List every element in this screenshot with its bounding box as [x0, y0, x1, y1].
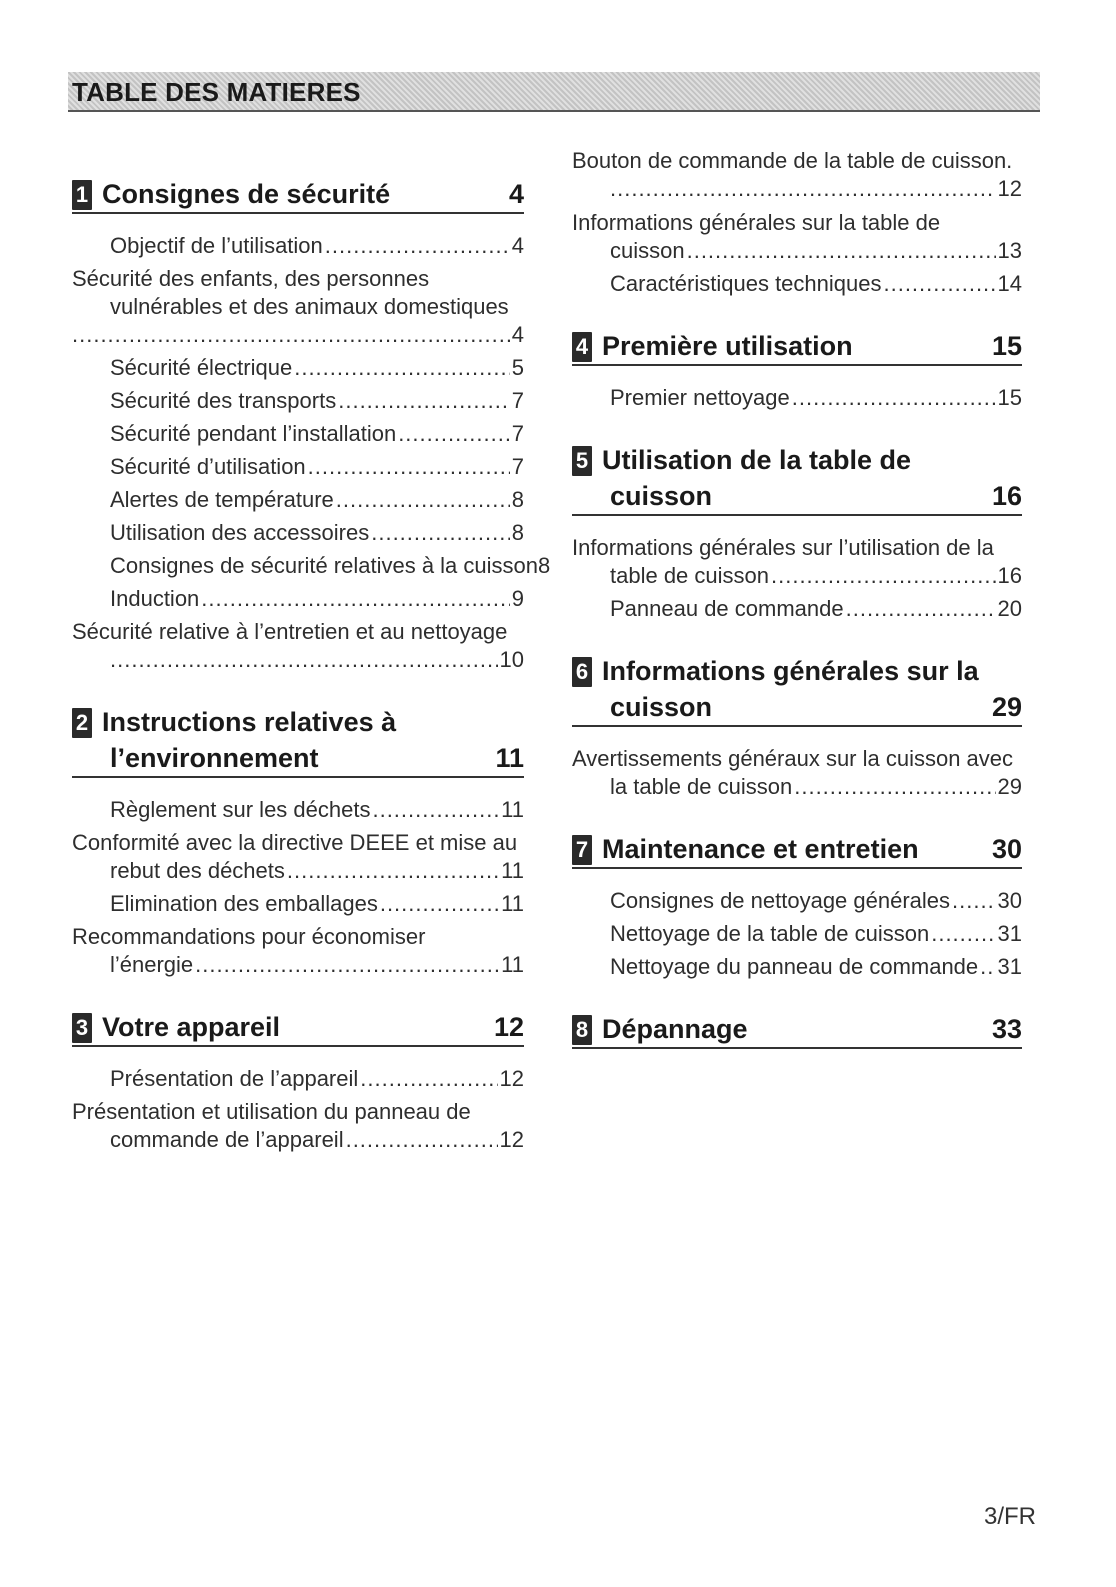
- section-3-heading[interactable]: [72, 1009, 524, 1047]
- toc-entry[interactable]: Bouton de commande de la table de cuisson. ..... 12: [572, 147, 1022, 203]
- toc-entry[interactable]: Sécurité relative à l’entretien et au nettoyage ..... 10: [72, 618, 524, 674]
- section-7-heading[interactable]: [572, 831, 1022, 869]
- toc-entry[interactable]: Nettoyage du panneau de commande ..... 31: [572, 953, 1022, 981]
- section-8-page: 33: [991, 1014, 1022, 1044]
- toc-entry[interactable]: Présentation de l’appareil ..... 12: [72, 1065, 524, 1093]
- section-4-number: 4: [572, 332, 592, 362]
- toc-entry[interactable]: Utilisation des accessoires ..... 8: [72, 519, 524, 547]
- toc-entry[interactable]: Informations générales sur l’utilisation de la table de cuisson ..... 16: [572, 534, 1022, 590]
- section-2-heading[interactable]: [72, 704, 524, 778]
- section-2-title-line2: l’environnement: [110, 743, 319, 773]
- toc-entry[interactable]: Induction ..... 9: [72, 585, 524, 613]
- toc-right-column: [572, 147, 1028, 1049]
- toc-entry[interactable]: Consignes de nettoyage générales ..... 30: [572, 887, 1022, 915]
- section-8-heading[interactable]: [572, 1011, 1022, 1049]
- toc-title-bar: [68, 72, 1040, 112]
- toc-entry[interactable]: Sécurité des transports ..... 7: [72, 387, 524, 415]
- section-8-title: Dépannage: [602, 1014, 748, 1044]
- section-5-title-line2: cuisson: [610, 481, 713, 511]
- section-5-title-line1: Utilisation de la table de: [602, 445, 912, 475]
- section-2-number: 2: [72, 708, 92, 738]
- toc-entry[interactable]: Sécurité pendant l’installation ..... 7: [72, 420, 524, 448]
- section-7-number: 7: [572, 835, 592, 865]
- toc-entry[interactable]: Nettoyage de la table de cuisson ..... 31: [572, 920, 1022, 948]
- section-3-title: Votre appareil: [102, 1012, 281, 1042]
- toc-entry[interactable]: Sécurité électrique ..... 5: [72, 354, 524, 382]
- section-8-number: 8: [572, 1015, 592, 1045]
- section-4-heading[interactable]: [572, 328, 1022, 366]
- section-2-title-line1: Instructions relatives à: [102, 707, 397, 737]
- toc-entry[interactable]: Objectif de l’utilisation ..... 4: [72, 232, 524, 260]
- section-3-number: 3: [72, 1013, 92, 1043]
- toc-entry[interactable]: Sécurité d’utilisation ..... 7: [72, 453, 524, 481]
- toc-entry[interactable]: Panneau de commande ..... 20: [572, 595, 1022, 623]
- toc-entry[interactable]: Alertes de température ..... 8: [72, 486, 524, 514]
- toc-entry[interactable]: Présentation et utilisation du panneau de commande de l’appareil ..... 12: [72, 1098, 524, 1154]
- section-7-title: Maintenance et entretien: [602, 834, 919, 864]
- section-6-heading[interactable]: [572, 653, 1022, 727]
- page-number: 3/FR: [983, 1503, 1036, 1530]
- section-6-number: 6: [572, 657, 592, 687]
- section-6-title-line2: cuisson: [610, 692, 713, 722]
- toc-entry[interactable]: Recommandations pour économiser l’énergie ..... 11: [72, 923, 524, 979]
- section-1-heading[interactable]: [72, 176, 524, 214]
- toc-entry[interactable]: Sécurité des enfants, des personnes vulnérables et des animaux domestiques ..... 4: [72, 265, 524, 349]
- toc-entry[interactable]: Informations générales sur la table de cuisson ..... 13: [572, 209, 1022, 265]
- section-5-number: 5: [572, 446, 592, 476]
- section-6-page: 29: [991, 692, 1022, 722]
- toc-entry[interactable]: Caractéristiques techniques ..... 14: [572, 270, 1022, 298]
- section-4-title: Première utilisation: [602, 331, 853, 361]
- section-5-heading[interactable]: [572, 442, 1022, 516]
- section-4-page: 15: [991, 331, 1022, 361]
- section-5-page: 16: [991, 481, 1022, 511]
- toc-entry[interactable]: Consignes de sécurité relatives à la cuisson 8: [110, 553, 551, 578]
- section-1-title: Consignes de sécurité: [102, 179, 391, 209]
- toc-entry[interactable]: Avertissements généraux sur la cuisson avec la table de cuisson ..... 29: [572, 745, 1022, 801]
- section-1-number: 1: [72, 180, 92, 210]
- section-7-page: 30: [991, 834, 1022, 864]
- section-1-page: 4: [508, 179, 524, 209]
- section-6-title-line1: Informations générales sur la: [602, 656, 979, 686]
- toc-entry[interactable]: Premier nettoyage ..... 15: [572, 384, 1022, 412]
- section-2-page: 11: [495, 743, 524, 773]
- page-title: TABLE DES MATIERES: [72, 77, 361, 107]
- toc-entry[interactable]: Elimination des emballages ..... 11: [72, 890, 524, 918]
- section-3-page: 12: [493, 1012, 524, 1042]
- toc-entry[interactable]: Conformité avec la directive DEEE et mise au rebut des déchets ..... 11: [72, 829, 524, 885]
- toc-left-column: [72, 140, 551, 1154]
- toc-entry[interactable]: Règlement sur les déchets ..... 11: [72, 796, 524, 824]
